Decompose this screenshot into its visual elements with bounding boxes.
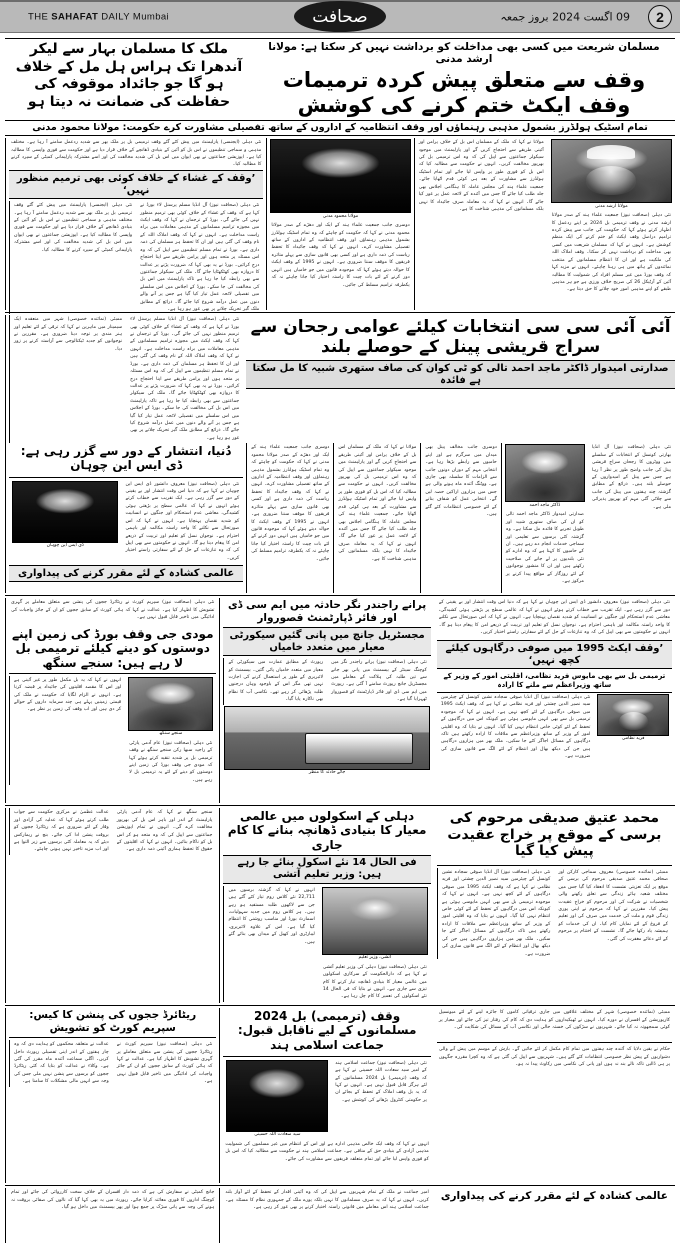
lead-subhead: تمام اسٹیک ہولڈرز بشمول مذہبی رہنماؤں اور وقف انتظامیہ کے اداروں کے ساتھ تفصیلی مشاورت کرے حکومت: مولانا محمود مدنی (5, 120, 675, 136)
mcc-subhead: صدارتی امیدوار ڈاکٹر ماجد احمد تالی کو ٹی کوان کی صاف ستھری شبیہ کا مل سکتا ہے فائدہ (246, 360, 675, 389)
footer-right-headline: عالمی کشادہ کے لئے مقرر کرنے کی پیداواری (440, 1190, 668, 1203)
brand-sahafat: SAHAFAT (51, 11, 99, 23)
page-body (0, 33, 680, 1243)
photo-farid-nizami (597, 694, 669, 736)
photo-caption: سید سعادت اللہ حسینی (254, 1132, 301, 1138)
mcc-body-1: نئی دہلی (صحافت نیوز) آل انڈیا بھارتی کونسل کے انتخابات کے سلسلے میں ووٹروں کا رجحان سراج قریشی پینل کی جانب واضح طور پر نظر آ رہا ہے جس سے پینل کے امیدواروں کے حوصلے بلند ہیں۔ ذرائع کے مطابق گزشتہ چند ہفتوں میں پینل کی جانب سے چلائی گئی مہم کو بھرپور پذیرائی ملی ہے۔ (591, 445, 671, 510)
sanjay-body-c: سنجے سنگھ نے کہا کہ عام آدمی پارٹی پارلیمنٹ کے اندر اور باہر اس بل کی بھرپور مخالفت کرے گی۔ انہوں نے تمام اپوزیشن جماعتوں سے اپیل کی کہ وہ متحد ہو کر اس بل کو ناکام بنائیں۔ انہوں نے کہا کہ اقلیتوں کے حقوق کا تحفظ ہماری آئینی ذمہ داری ہے۔ (116, 810, 213, 853)
waqf1995-subhead: ترمیمی بل سے بھی مایوس فرید نظامی، اقلیتی امور کے وزیر کے ساتھ وزیراعظم سے ملنے کا ارادہ (437, 671, 672, 693)
lead-body-col-3: دوسری جانب جمعیت علماء ہند کے ایک اور دھڑے کے صدر مولانا محمود مدنی نے کہا کہ حکومت کو چاہئے کہ وہ تمام اسٹیک ہولڈرز بشمول مذہبی رہنماؤں اور وقف انتظامیہ کے اداروں کے ساتھ تفصیلی مشاورت کرے۔ انہوں نے کہا کہ وقف جائیداد کا تحفظ ریاست کی ذمہ داری ہے اور کسی بھی قانون سازی سے پہلے متاثرہ فریقوں کا موقف سننا ضروری ہے۔ انہوں نے 1995 کے وقف ایکٹ کا حوالہ دیتے ہوئے کہا کہ موجودہ قانون میں جو خامیاں ہیں انہیں دور کرنے کے لئے بات چیت کا راستہ اختیار کیا جانا چاہئے نہ کہ یکطرفہ ترامیم مسلط کی جائیں۔ (271, 223, 410, 288)
waqf1995-headline: ’وقف ایکٹ 1995 میں صوفی درگاہوں کیلئے کچھ نہیں‘ (437, 640, 672, 669)
photo-maulana-arshad-madani (551, 139, 672, 203)
footer-middle-body: امیر جماعت نے ملک کے تمام شہریوں سے اپیل کی کہ وہ آئینی اقدار کے تحفظ کے لئے آواز بلند کریں۔ انہوں نے کہا کہ یہ صرف مسلمانوں کا نہیں بلکہ پورے ملک کے جمہوری نظام کا مسئلہ ہے۔ جماعت اسلامی ہند اس معاملے میں قانونی راستہ اختیار کرنے پر بھی غور کر رہی ہے۔ (225, 1190, 429, 1211)
waqf-box-body-b: نئی دہلی (ایجنسی) پارلیمنٹ میں پیش کئے گئے وقف ترمیمی بل پر ملک بھر سے شدید ردعمل سامنے آ رہا ہے۔ مختلف مذہبی و سماجی تنظیموں نے اس بل کو آئین کے بنیادی ڈھانچے کے خلاف قرار دیا ہے اور حکومت سے فوری واپسی کا مطالبہ کیا ہے۔ اپوزیشن جماعتوں نے بھی ایوان میں اس بل کی شدید مخالفت کی اور اسے مشترکہ پارلیمانی کمیٹی کے سپرد کرنے کا مطالبہ کیا۔ (14, 203, 133, 253)
rajinder-body-a: نئی دہلی (صحافت نیوز) پرانے راجندر نگر میں کوچنگ سینٹر کے بیسمنٹ میں پانی بھر جانے سے تین طلبہ کی ہلاکت کے معاملے میں مجسٹریل جانچ رپورٹ سامنے آ گئی ہے۔ رپورٹ میں ایم سی ڈی اور فائر ڈپارٹمنٹ کو قصوروار ٹھہرایا گیا ہے۔ (331, 660, 427, 703)
pension-body-a: نئی دہلی (صحافت نیوز) سپریم کورٹ نے ریٹائرڈ ججوں کی پنشن سے متعلق معاملے پر گہری تشویش کا اظہار کیا ہے۔ عدالت نے کہا کہ ہائی کورٹ کے سابق ججوں کو ان کے جائز واجبات کی ادائیگی میں تاخیر قابل قبول نہیں ہے۔ (116, 1042, 213, 1085)
mcc-right-filler-b: ممبئی (نمائندہ خصوصی) شہر میں منعقدہ ایک سیمینار میں ماہرین نے کہا کہ ترقی کے لئے تعلیم اور ہنر مندی پر توجہ دینا ضروری ہے۔ مقررین نے نوجوانوں کو جدید ٹیکنالوجی سے آراستہ کرنے پر زور دیا۔ (14, 317, 123, 352)
photo-syed-sadatullah-husaini (226, 1060, 328, 1132)
photo-caption: مولانا ارشد مدنی (594, 203, 628, 209)
sanjay-body-a: نئی دہلی (صحافت نیوز) عام آدمی پارٹی کے راجیہ سبھا رکن سنجے سنگھ نے وقف ترمیمی بل پر شدید تنقید کرتے ہوئے کہا کہ مودی جی وقف بورڈ کی زمین اپنے دوستوں کو دینے کے لئے یہ ترمیمی بل لا رہے ہیں۔ (129, 740, 213, 783)
ateeq-headline: محمد عتیق صدیقی مرحوم کی برسی کے موقع پر خراج عقیدت پیش کیا گیا (447, 810, 662, 860)
lower-band (5, 808, 675, 1003)
photo-caption: فرید نظامی (621, 736, 645, 742)
delhi-schools-body-b: انہوں نے کہا کہ گزشتہ برسوں میں 22,711 نئے کلاس روم تیار کئے گئے ہیں جن سے لاکھوں طلبہ مستفید ہو رہے ہیں۔ ہر کلاس روم میں جدید سہولیات، اسمارٹ بورڈ اور مناسب روشنی کا انتظام کیا گیا ہے۔ اس کے علاوہ لائبریری، لیبارٹری اور کھیل کے میدان بھی بنائے گئے ہیں۔ (228, 887, 315, 945)
divider (5, 805, 675, 806)
ateeq-body-b: نئی دہلی (صحافت نیوز) آل انڈیا صوفی سجادہ نشین کونسل کے چیئرمین سید نصیر الدین چشتی اور فرید نظامی نے کہا ہے کہ وقف ایکٹ 1995 میں صوفی درگاہوں کے لئے کچھ نہیں ہے۔ انہوں نے کہا کہ موجودہ ترمیمی بل سے بھی انہیں مایوسی ہوئی ہے کیونکہ اس میں درگاہوں کے تحفظ کے لئے کوئی خاص انتظام نہیں کیا گیا۔ انہوں نے بتایا کہ وہ اقلیتی امور کے وزیر کے ساتھ وزیراعظم سے ملاقات کا ارادہ رکھتے ہیں تاکہ درگاہوں کے مسائل اجاگر کئے جا سکیں۔ ملک بھر میں ہزاروں درگاہیں ہیں جن کی دیکھ بھال اور انتظام کے لئے الگ سے قانون سازی کی ضرورت ہے۔ (441, 869, 551, 957)
rajinder-body-b: رپورٹ کے مطابق عمارت میں سیکورٹی کے معیار میں متعدد خامیاں پائی گئیں۔ بیسمنٹ کو لائبریری کے طور پر استعمال کرنے کی اجازت نہیں تھی مگر اس کے باوجود وہاں درجنوں طلبہ پڑھائی کر رہے تھے۔ نکاسی آب کا نظام بھی ناکارہ پایا گیا۔ (228, 660, 324, 703)
brand-the: THE (28, 11, 49, 23)
delhi-schools-headline: دہلی کے اسکولوں میں عالمی معیار کا بنیادی ڈھانچہ بنانے کا کام جاری (227, 809, 427, 852)
lead-kicker: مسلمان شریعت میں کسی بھی مداخلت کو برداشت نہیں کر سکتا ہے: مولانا ارشد مدنی (268, 41, 660, 66)
mcc-headline: آئی آئی سی سی انتخابات کیلئے عوامی رجحان سے سراج قریشی پینل کے حوصلے بلند (250, 317, 671, 358)
dunya-body: نئی دہلی (صحافت نیوز) معروف دانشور ڈی ایس این چوہان نے کہا ہے کہ دنیا اس وقت انتشار اور بے یقینی کے دور سے گزر رہی ہے۔ ایک تقریب سے خطاب کرتے ہوئے انہوں نے کہا کہ عالمی سطح پر بڑھتی ہوئی کشیدگی، معاشی عدم استحکام اور جنگوں نے انسانیت کو شدید نقصان پہنچایا ہے۔ انہوں نے کہا کہ اس صورتحال سے نکلنے کا واحد راستہ مکالمہ اور باہمی احترام ہے۔ نوجوان نسل کو تعلیم اور تربیت کے ذریعے امن کا پیغام دینا ہو گا۔ انہوں نے حکومتوں سے بھی اپیل کی کہ وہ تنازعات کے حل کے لئے سفارتی راستے اختیار کریں۔ (125, 481, 240, 561)
divider (5, 38, 675, 39)
photo-dr-majid-ahmad (505, 444, 585, 502)
sanjay-headline: مودی جی وقف بورڈ کی زمین اپنے دوستوں کو دینے کیلئے ترمیمی بل لا رہے ہیں: سنجے سنگھ (11, 627, 214, 670)
photo-caption: مولانا محمود مدنی (322, 213, 359, 219)
mcc-body-2: صدارتی امیدوار ڈاکٹر ماجد احمد تالی کو ان کی صاف ستھری شبیہ اور طویل تجربے کا فائدہ مل سکتا ہے۔ وہ گزشتہ کئی برسوں سے تعلیمی اور سماجی خدمات انجام دے رہے ہیں۔ ان کے حامیوں کا کہنا ہے کہ وہ ادارے کو نئی بلندیوں پر لے جانے کی صلاحیت رکھتے ہیں اور ان کا منشور نوجوانوں کے لئے روزگار کے مواقع پیدا کرنے پر مرکوز ہے۔ (505, 512, 584, 585)
photo-sanjay-singh (128, 677, 213, 731)
lead-body-col-2: مولانا نے کہا کہ ملک کے مسلمان اس بل کے خلاف پرامن اور آئینی طریقے سے احتجاج کریں گے اور پارلیمنٹ میں موجود سیکولر جماعتوں سے اپیل کی کہ وہ اس ترمیمی بل کی بھرپور مخالفت کریں۔ انہوں نے حکومت سے مطالبہ کیا کہ اس بل کو فوری طور پر واپس لیا جائے اور تمام اسٹیک ہولڈرز سے مشاورت کے بعد ہی کوئی قدم اٹھایا جائے۔ جمعیت علماء ہند کی مجلس عاملہ کا ہنگامی اجلاس بھی جلد طلب کیا جائے گا جس میں آئندہ کے لائحہ عمل پر غور کیا جائے گا۔ انہوں نے کہا کہ یہ معاملہ صرف جائیداد کا نہیں بلکہ مسلمانوں کی مذہبی شناخت کا ہے۔ (418, 140, 544, 212)
manzoor-box-headline: عالمی کشادہ کے لئے مقرر کرنے کی پیداواری (9, 565, 243, 582)
mcc-body-5: دوسری جانب جمعیت علماء ہند کے ایک اور دھڑے کے صدر مولانا محمود مدنی نے کہا کہ حکومت کو چاہئے کہ وہ تمام اسٹیک ہولڈرز بشمول مذہبی رہنماؤں اور وقف انتظامیہ کے اداروں کے ساتھ تفصیلی مشاورت کرے۔ انہوں نے کہا کہ وقف جائیداد کا تحفظ ریاست کی ذمہ داری ہے اور کسی بھی قانون سازی سے پہلے متاثرہ فریقوں کا موقف سننا ضروری ہے۔ انہوں نے 1995 کے وقف ایکٹ کا حوالہ دیتے ہوئے کہا کہ موجودہ قانون میں جو خامیاں ہیں انہیں دور کرنے کے لئے بات چیت کا راستہ اختیار کیا جانا چاہئے نہ کہ یکطرفہ ترامیم مسلط کی جائیں۔ (251, 445, 330, 562)
jamaat-headline: وقف (ترمیمی) بل 2024 مسلمانوں کے لیے ناقابل قبول: جماعت اسلامی ہند (237, 1009, 417, 1052)
dunya-photo-wrap (11, 480, 119, 551)
lead-headline: وقف سے متعلق پیش کردہ ترمیمات وقف ایکٹ ختم کرنے کی کوشش (282, 67, 646, 117)
divider (5, 1185, 675, 1186)
sanjay-body-b: انہوں نے کہا کہ یہ بل مکمل طور پر غیر آئینی ہے اور اس کا مقصد اقلیتوں کی جائیداد پر قبضہ کرنا ہے۔ انہوں نے الزام لگایا کہ حکومت نے ملک کی قیمتی زمینیں پہلے ہی چند سرمایہ داروں کے حوالے کر دی ہیں اور اب وقف کی زمین پر نظر ہے۔ (14, 677, 122, 713)
divider (5, 1005, 675, 1006)
lead-columns (5, 138, 675, 313)
masthead (0, 0, 680, 33)
mcc-photo-wrap (504, 443, 586, 510)
waqf-box-headline: ’وقف کے غشاء کے خلاف کوئی بھی ترمیم منظور نہیں‘ (9, 170, 263, 199)
middle-right-runover: نئی دہلی (صحافت نیوز) معروف دانشور ڈی ایس این چوہان نے کہا ہے کہ دنیا اس وقت انتشار اور بے یقینی کے دور سے گزر رہی ہے۔ ایک تقریب سے خطاب کرتے ہوئے انہوں نے کہا کہ عالمی سطح پر بڑھتی ہوئی کشیدگی، معاشی عدم استحکام اور جنگوں نے انسانیت کو شدید نقصان پہنچایا ہے۔ انہوں نے کہا کہ اس صورتحال سے نکلنے کا واحد راستہ مکالمہ اور باہمی احترام ہے۔ نوجوان نسل کو تعلیم اور تربیت کے ذریعے امن کا پیغام دینا ہو گا۔ انہوں نے حکومتوں سے بھی اپیل کی کہ وہ تنازعات کے حل کے لئے سفارتی راستے اختیار کریں۔ (438, 600, 670, 636)
ateeq-body-a: ممبئی (نمائندہ خصوصی) معروف سماجی کارکن اور صحافی محمد عتیق صدیقی مرحوم کی برسی کے موقع پر ایک تعزیتی نشست کا انعقاد کیا گیا جس میں مختلف شعبہ ہائے زندگی سے تعلق رکھنے والی شخصیات نے شرکت کی اور مرحوم کو خراج عقیدت پیش کیا۔ مقررین نے کہا کہ مرحوم نے اپنی پوری زندگی قوم و ملت کی خدمت میں صرف کی اور تعلیم کے فروغ کے لئے نمایاں کام کیا۔ ان کی خدمات کو ہمیشہ یاد رکھا جائے گا۔ نشست کے اختتام پر مرحوم کے لئے دعائے مغفرت کی گئی۔ (558, 869, 668, 942)
footer-band (5, 1188, 675, 1243)
photo-maulana-mahmood-madani (270, 139, 410, 213)
jamaat-body-a: نئی دہلی (صحافت نیوز) جماعت اسلامی ہند کے امیر سید سعادت اللہ حسینی نے کہا ہے کہ وقف (ترمیمی) بل 2024 مسلمانوں کے لئے ہرگز قابل قبول نہیں ہے۔ انہوں نے کہا کہ یہ بل وقف املاک کے تحفظ کے بجائے ان پر حکومتی کنٹرول بڑھانے کی کوشش ہے۔ (335, 1060, 427, 1103)
logo-text: صحافت (312, 6, 368, 27)
dunya-headline: دُنیا، انتشار کے دور سے گزر رہی ہے: ڈی ایس این چوہان (20, 444, 232, 473)
photo-caption: ڈاکٹر ماجد احمد (529, 502, 561, 508)
pension-runover: عدالت عظمیٰ نے مرکزی حکومت سے جواب طلب کرتے ہوئے کہا کہ عدلیہ کی آزادی اور وقار کے لئے ضروری ہے کہ ریٹائرڈ ججوں کو بروقت پنشن ادا کی جائے۔ بنچ نے ریمارکس دیئے کہ یہ معاملہ کئی برسوں سے زیر التوا ہے اور اب مزید تاخیر نہیں ہونی چاہئے۔ (14, 810, 109, 853)
photo-caption: ڈی ایس این چوہان (46, 543, 84, 549)
mcc-body-4: مولانا نے کہا کہ ملک کے مسلمان اس بل کے خلاف پرامن اور آئینی طریقے سے احتجاج کریں گے اور پارلیمنٹ میں موجود سیکولر جماعتوں سے اپیل کی کہ وہ اس ترمیمی بل کی بھرپور مخالفت کریں۔ انہوں نے حکومت سے مطالبہ کیا کہ اس بل کو فوری طور پر واپس لیا جائے اور تمام اسٹیک ہولڈرز سے مشاورت کے بعد ہی کوئی قدم اٹھایا جائے۔ جمعیت علماء ہند کی مجلس عاملہ کا ہنگامی اجلاس بھی جلد طلب کیا جائے گا جس میں آئندہ کے لائحہ عمل پر غور کیا جائے گا۔ انہوں نے کہا کہ یہ معاملہ صرف جائیداد کا نہیں بلکہ مسلمانوں کی مذہبی شناخت کا ہے۔ (338, 445, 417, 562)
delhi-schools-subhead: فی الحال 14 نئے اسکول بنائے جا رہے ہیں: وزیر تعلیم آتشی (223, 855, 430, 884)
left-runover: نئی دہلی (صحافت نیوز) سپریم کورٹ نے ریٹائرڈ ججوں کی پنشن سے متعلق معاملے پر گہری تشویش کا اظہار کیا ہے۔ عدالت نے کہا کہ ہائی کورٹ کے سابق ججوں کو ان کے جائز واجبات کی ادائیگی میں تاخیر قابل قبول نہیں ہے۔ (11, 600, 215, 621)
issue-date: 09 اگست 2024 بروز جمعہ (500, 10, 630, 24)
lead-photo-2-wrap (269, 138, 411, 221)
brand-daily-mumbai: DAILY Mumbai (101, 11, 170, 23)
footer-left-body: جانچ کمیٹی نے سفارش کی ہے کہ ذمہ دار افسران کے خلاف سخت کارروائی کی جائے اور تمام کوچنگ اداروں کا فوری معائنہ کرایا جائے۔ رپورٹ میں یہ بھی کہا گیا کہ نالوں کی صفائی بروقت نہ ہونے کی وجہ سے پانی سڑک پر جمع ہوا اور پھر بیسمنٹ میں داخل ہو گیا۔ (11, 1190, 215, 1211)
lead-body-col-1: نئی دہلی (صحافت نیوز) جمعیت علماء ہند کے صدر مولانا ارشد مدنی نے وقف ترمیمی بل 2024 پر اپنے ردعمل کا اظہار کرتے ہوئے کہا کہ حکومت کی جانب سے پیش کردہ ترامیم دراصل وقف ایکٹ کو ختم کرنے کی ایک منظم کوشش ہے۔ انہوں نے کہا کہ مسلمان شریعت میں کسی بھی مداخلت کو برداشت نہیں کر سکتا۔ وقف املاک اللہ کی ملکیت ہے اور ان کا انتظام مسلمانوں کے منتخب نمائندوں کے ہاتھ میں ہی رہنا چاہئے۔ انہوں نے مزید کہا کہ وقف بورڈ میں غیر مسلم افراد کی شمولیت کا مطالبہ آئین کے آرٹیکل 26 کی صریح خلاف ورزی ہے جو ہر مذہبی طبقے کو اپنے مذہبی امور خود چلانے کا حق دیتا ہے۔ (551, 213, 671, 293)
waqf-box-columns (9, 201, 263, 314)
photo-caption: آتشی، وزیر تعلیم (358, 955, 392, 961)
photo-caption: جائے حادثہ کا منظر (308, 770, 346, 776)
photo-caption: سنجے سنگھ (159, 731, 183, 737)
lead-story (5, 41, 675, 119)
rajinder-subhead: مجسٹریل جانچ میں پانی گئیں سیکورٹی معیار میں متعدد خامیاں (223, 627, 430, 656)
bottom-right-body-a: ممبئی (نمائندہ خصوصی) شہر کے مختلف علاقوں میں جاری ترقیاتی کاموں کا جائزہ لینے کے لئے میونسپل کارپوریشن کے افسران نے دورہ کیا۔ انہوں نے ٹھیکیداروں کو ہدایت دی کہ کام کی رفتار تیز کی جائے اور معیار پر کوئی سمجھوتہ نہ کیا جائے۔ شہریوں نے سڑکوں کی خستہ حالی اور نکاسی آب کے مسائل کی شکایت کی۔ (438, 1010, 670, 1031)
bottom-right-body-b: حکام نے یقین دلایا کہ آئندہ چند ہفتوں میں تمام کام مکمل کر لئے جائیں گے۔ بارش کے موسم میں پیش آنے والی دشواریوں کے پیش نظر خصوصی انتظامات کئے گئے ہیں۔ شہریوں سے اپیل کی گئی ہے کہ وہ کچرا مقررہ جگہوں پر ہی ڈالیں تاکہ نالے بند نہ ہوں اور پانی کی نکاسی میں رکاوٹ پیدا نہ ہو۔ (438, 1047, 670, 1068)
sahafat-logo (294, 1, 386, 32)
publication-name (28, 12, 169, 23)
pension-body-c: عدالت نے متعلقہ محکموں کو ہدایت دی کہ وہ چار ہفتوں کے اندر اپنی تفصیلی رپورٹ داخل کریں۔ اگلی سماعت آئندہ ماہ مقرر کی گئی ہے۔ وکلاء نے عدالت کو بتایا کہ کئی ریٹائرڈ ججوں کو برسوں سے پنشن نہیں ملی جس کی وجہ سے انہیں مالی مشکلات کا سامنا ہے۔ (14, 1042, 109, 1085)
pension-headline: ریٹائرڈ ججوں کی پنشن کا کیس: سپریم کورٹ کو تشویش (29, 1009, 197, 1034)
page-number-badge: 2 (648, 5, 672, 29)
mcc-body-row (5, 443, 675, 593)
right-top-intro: نئی دہلی (ایجنسی) پارلیمنٹ میں پیش کئے گئے وقف ترمیمی بل پر ملک بھر سے شدید ردعمل سامنے آ رہا ہے۔ مختلف مذہبی و سماجی تنظیموں نے اس بل کو آئین کے بنیادی ڈھانچے کے خلاف قرار دیا ہے اور حکومت سے فوری واپسی کا مطالبہ کیا ہے۔ اپوزیشن جماعتوں نے بھی ایوان میں اس بل کی شدید مخالفت کی اور اسے مشترکہ پارلیمانی کمیٹی کے سپرد کرنے کا مطالبہ کیا۔ (11, 140, 262, 168)
rajinder-headline: پرانے راجندر نگر حادثہ میں ایم سی ڈی اور فائر ڈپارٹمنٹ قصوروار (228, 599, 427, 624)
divider (5, 595, 675, 596)
lead-photo-1-wrap (550, 138, 673, 211)
mcc-right-filler-a: نئی دہلی (صحافت نیوز) آل انڈیا مسلم پرسنل لاء بورڈ نے کہا ہے کہ وقف کے غشاء کے خلاف کوئی بھی ترمیم منظور نہیں کی جائے گی۔ بورڈ کے ترجمان نے کہا کہ وقف ایکٹ میں مجوزہ ترامیم مسلمانوں کے مذہبی معاملات میں براہ راست مداخلت ہے۔ انہوں نے کہا کہ وقف املاک اللہ کے نام وقف کی گئی ہیں اور ان کا تحفظ ہر مسلمان کی ذمہ داری ہے۔ بورڈ نے تمام مسلم تنظیموں سے اپیل کی کہ وہ اس مسئلہ پر متحد ہوں اور پرامن طریقے سے اپنا احتجاج درج کرائیں۔ بورڈ نے یہ بھی کہا کہ ضرورت پڑنے پر عدالت کا دروازہ بھی کھٹکھٹایا جائے گا۔ ملک کی سیکولر جماعتوں سے بھی رابطہ کیا جا رہا ہے تاکہ پارلیمنٹ میں اس بل کی مخالفت کی جا سکے۔ بورڈ کے اجلاس میں اس سلسلے میں تفصیلی لائحہ عمل تیار کیا گیا ہے جس پر آنے والے دنوں میں عمل درآمد شروع کیا جائے گا۔ ذرائع کے مطابق ملک گیر تحریک چلانے پر بھی غور ہو رہا ہے۔ (130, 317, 240, 441)
lead-deck: ملک کا مسلمان بہار سے لیکر آندھرا تک ہراس ہل مل کے خلاف ہو گا جو جائداد موقوفہ کی حفاظت کی ضمانت نہ دیتا ہو (15, 41, 243, 110)
middle-band (5, 598, 675, 803)
waqf-box-body-a: نئی دہلی (صحافت نیوز) آل انڈیا مسلم پرسنل لاء بورڈ نے کہا ہے کہ وقف کے غشاء کے خلاف کوئی بھی ترمیم منظور نہیں کی جائے گی۔ بورڈ کے ترجمان نے کہا کہ وقف ایکٹ میں مجوزہ ترامیم مسلمانوں کے مذہبی معاملات میں براہ راست مداخلت ہے۔ انہوں نے کہا کہ وقف املاک اللہ کے نام وقف کی گئی ہیں اور ان کا تحفظ ہر مسلمان کی ذمہ داری ہے۔ بورڈ نے تمام مسلم تنظیموں سے اپیل کی کہ وہ اس مسئلہ پر متحد ہوں اور پرامن طریقے سے اپنا احتجاج درج کرائیں۔ بورڈ نے یہ بھی کہا کہ ضرورت پڑنے پر عدالت کا دروازہ بھی کھٹکھٹایا جائے گا۔ ملک کی سیکولر جماعتوں سے بھی رابطہ کیا جا رہا ہے تاکہ پارلیمنٹ میں اس بل کی مخالفت کی جا سکے۔ بورڈ کے اجلاس میں اس سلسلے میں تفصیلی لائحہ عمل تیار کیا گیا ہے جس پر آنے والے دنوں میں عمل درآمد شروع کیا جائے گا۔ ذرائع کے مطابق ملک گیر تحریک چلانے پر بھی غور ہو رہا ہے۔ (140, 203, 260, 313)
mcc-body-3: دوسری جانب مخالف پینل بھی میدان میں سرگرم ہے اور اپنے حامیوں سے رابطے بڑھا رہا ہے۔ انتخابی مہم کے دوران دونوں جانب سے الزامات کا سلسلہ بھی جاری ہے۔ ووٹنگ آئندہ ماہ ہونے والی ہے جس میں ہزاروں اراکین حصہ لیں گے۔ انتخابی عمل کو شفاف بنانے کے لئے خصوصی انتظامات کئے گئے ہیں۔ (425, 445, 497, 518)
jamaat-body-b: انہوں نے کہا کہ وقف ایک خالص مذہبی ادارہ ہے اور اس کے انتظام میں غیر مسلموں کی شمولیت مذہبی آزادی کے بنیادی حق کے منافی ہے۔ جماعت اسلامی ہند نے حکومت سے مطالبہ کیا کہ اس بل کو فوری واپس لیا جائے اور تمام متعلقہ فریقوں سے مشاورت کی جائے۔ (225, 1141, 429, 1162)
photo-atishi (322, 887, 428, 955)
bottom-band (5, 1008, 675, 1183)
photo-dsn-chauhan (12, 481, 118, 543)
delhi-schools-body-a: نئی دہلی (صحافت نیوز) دہلی کی وزیر تعلیم آتشی نے کہا ہے کہ دارالحکومت کے سرکاری اسکولوں میں عالمی معیار کا بنیادی ڈھانچہ تیار کرنے کا کام تیزی سے جاری ہے۔ انہوں نے بتایا کہ فی الحال 14 نئے اسکولوں کی تعمیر کا کام چل رہا ہے۔ (322, 964, 427, 1000)
photo-rajinder-nagar-scene (224, 706, 429, 770)
waqf1995-body: نئی دہلی (صحافت نیوز) آل انڈیا صوفی سجادہ نشین کونسل کے چیئرمین سید نصیر الدین چشتی اور فرید نظامی نے کہا ہے کہ وقف ایکٹ 1995 میں صوفی درگاہوں کے لئے کچھ نہیں ہے۔ انہوں نے کہا کہ موجودہ ترمیمی بل سے بھی انہیں مایوسی ہوئی ہے کیونکہ اس میں درگاہوں کے تحفظ کے لئے کوئی خاص انتظام نہیں کیا گیا۔ انہوں نے بتایا کہ وہ اقلیتی امور کے وزیر کے ساتھ وزیراعظم سے ملاقات کا ارادہ رکھتے ہیں تاکہ درگاہوں کے مسائل اجاگر کئے جا سکیں۔ ملک بھر میں ہزاروں درگاہیں ہیں جن کی دیکھ بھال اور انتظام کے لئے الگ سے قانون سازی کی ضرورت ہے۔ (440, 694, 591, 760)
mcc-story-head (5, 315, 675, 443)
